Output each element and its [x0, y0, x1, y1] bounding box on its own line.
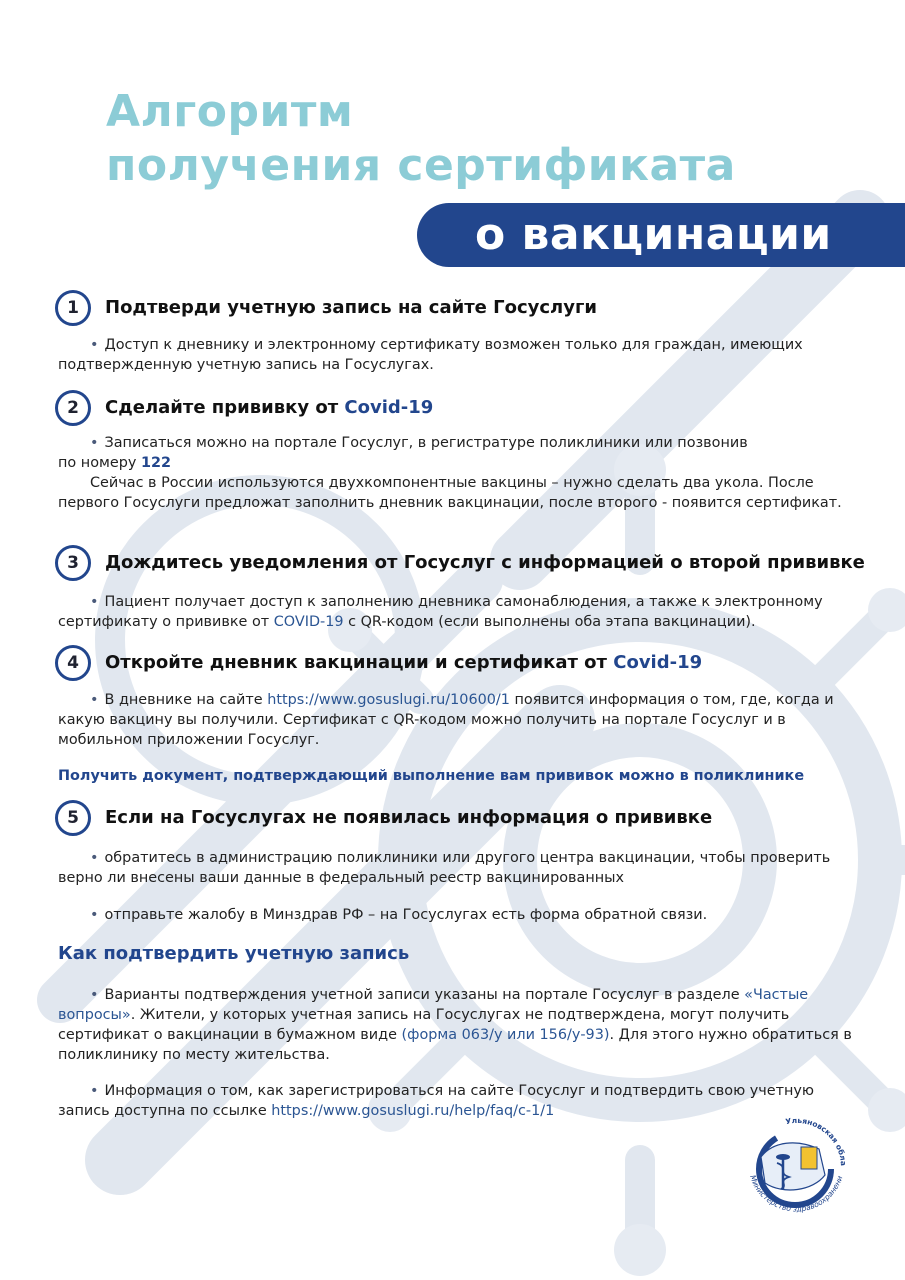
step-number: 5: [55, 800, 91, 836]
step-title: Сделайте прививку от Covid-19: [105, 397, 434, 418]
step-1-text: • Доступ к дневнику и электронному сертификату возможен только для граждан, имеющих подтвержденную учетную запись на Госуслугах.: [58, 337, 803, 373]
phone-number: 122: [140, 455, 171, 471]
bullet-icon: •: [90, 1083, 99, 1099]
step-title: Подтверди учетную запись на сайте Госуслуги: [105, 297, 597, 318]
title-banner: [417, 203, 905, 267]
faq-link[interactable]: «Частые вопросы»: [58, 987, 809, 1023]
ministry-logo: [735, 1105, 855, 1230]
confirm-text-2: • Информация о том, как зарегистрироваться на сайте Госуслуг и подтвердить свою учетную запись доступна по ссылке https://www.gosuslugi.ru/help/faq/c-1/1: [58, 1083, 815, 1119]
step-number: 1: [55, 290, 91, 326]
note-text: Получить документ, подтверждающий выполнение вам прививок можно в поликлинике: [58, 768, 805, 784]
confirm-section-title: Как подтвердить учетную запись: [58, 943, 410, 964]
bullet-icon: •: [90, 987, 99, 1003]
logo-bottom-text: Министерство здравоохранени: [748, 1173, 845, 1214]
bullet-icon: •: [90, 850, 99, 866]
title-line-1: Алгоритм: [106, 86, 354, 137]
bullet-icon: •: [90, 435, 99, 451]
step-5-text-2: • отправьте жалобу в Минздрав РФ – на Госуслугах есть форма обратной связи.: [90, 907, 708, 923]
step-number: 4: [55, 645, 91, 681]
bullet-icon: •: [90, 594, 99, 610]
confirm-text-1: • Варианты подтверждения учетной записи указаны на портале Госуслуг в разделе «Частые вопросы». Жители, у которых учетная запись на Госуслугах не подтверждена, могут получить сертификат о вакцинации в бумажном виде (форма 063/у или 156/у-93). Для этого нужно обратиться в поликлинику по месту жительства.: [58, 987, 852, 1063]
logo-top-text: Ульяновская обла: [784, 1115, 849, 1167]
step-title: Если на Госуслугах не появилась информация о прививке: [105, 807, 713, 828]
step-number: 3: [55, 545, 91, 581]
step-3-text: • Пациент получает доступ к заполнению дневника самонаблюдения, а также к электронному сертификату о прививке от COVID-19 с QR-кодом (если выполнены оба этапа вакцинации).: [58, 594, 823, 630]
step-title: Откройте дневник вакцинации и сертификат от Covid-19: [105, 652, 703, 673]
diary-link[interactable]: https://www.gosuslugi.ru/10600/1: [267, 692, 510, 708]
title-line-2: получения сертификата: [106, 140, 736, 191]
step-4-text: • В дневнике на сайте https://www.gosuslugi.ru/10600/1 появится информация о том, где, когда и какую вакцину вы получили. Сертификат с QR-кодом можно получить на портале Госуслуг и в мобильном приложении Госуслуг.: [58, 692, 834, 748]
step-title: Дождитесь уведомления от Госуслуг с информацией о второй прививке: [105, 552, 865, 573]
step-2-text: • Записаться можно на портале Госуслуг, в регистратуре поликлиники или позвонив по номеру 122 Сейчас в России используются двухкомпонентные вакцины – нужно сделать два укола. После первого Госуслуги предложат заполнить дневник вакцинации, после второго - появится сертификат.: [58, 435, 842, 511]
bullet-icon: •: [90, 337, 99, 353]
title-line-3: о вакцинации: [475, 209, 832, 260]
bullet-icon: •: [90, 907, 99, 923]
bullet-icon: •: [90, 692, 99, 708]
step-number: 2: [55, 390, 91, 426]
help-link[interactable]: https://www.gosuslugi.ru/help/faq/c-1/1: [271, 1103, 555, 1119]
step-5-text-1: • обратитесь в администрацию поликлиники или другого центра вакцинации, чтобы проверить верно ли внесены ваши данные в федеральный реестр вакцинированных: [58, 850, 831, 886]
